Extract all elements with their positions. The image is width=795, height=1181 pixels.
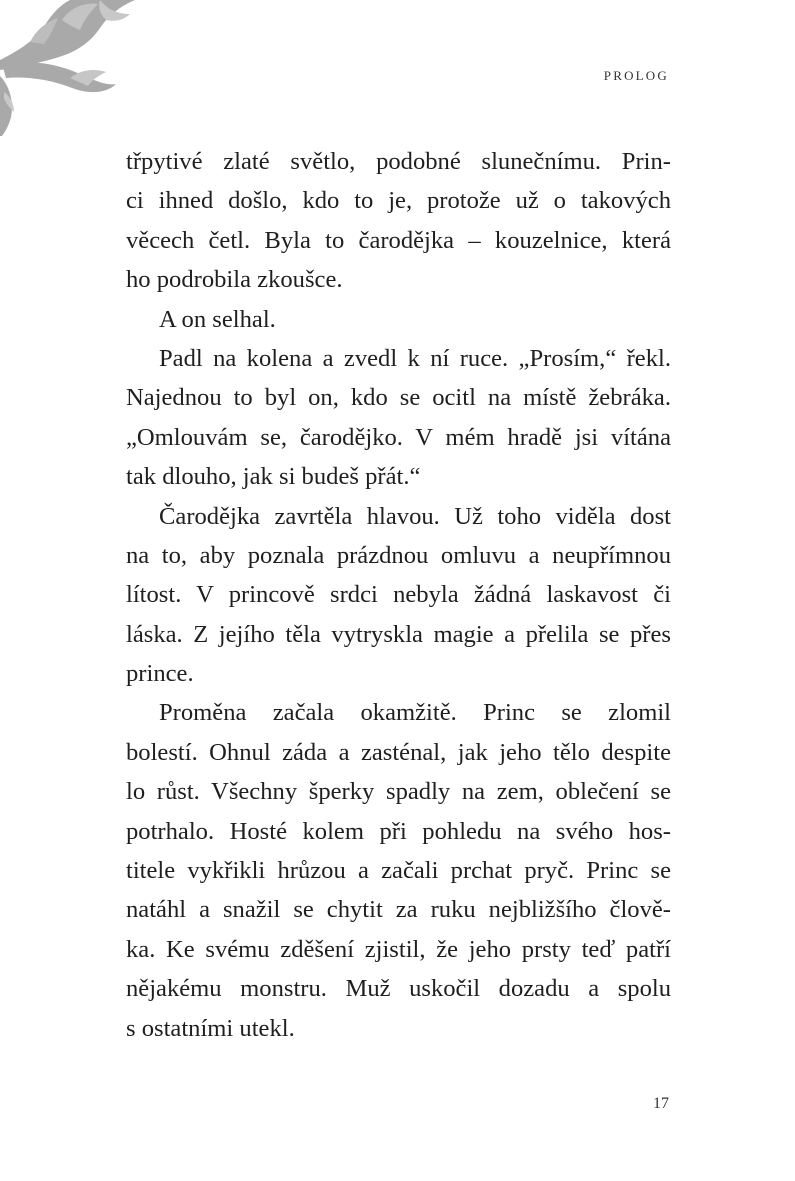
acanthus-leaf-icon	[0, 0, 135, 140]
paragraph	[126, 339, 671, 497]
running-head: PROLOG	[603, 68, 669, 83]
text-line: potrhalo. Hosté kolem při pohledu na svého hos-	[126, 817, 671, 845]
body-text	[126, 142, 671, 1048]
text-line: věcech četl. Byla to čarodějka – kouzelnice, která	[126, 226, 671, 254]
text-line: ci ihned došlo, kdo to je, protože už o takových	[126, 187, 671, 215]
page-number: 17	[653, 1095, 669, 1112]
text-line: ka. Ke svému zděšení zjistil, že jeho prsty teď patří	[126, 935, 671, 963]
text-line: na to, aby poznala prázdnou omluvu a neupřímnou	[126, 541, 671, 569]
text-line: Padl na kolena a zvedl k ní ruce. „Prosím,“ řekl.	[159, 344, 671, 372]
paragraph	[126, 693, 671, 1048]
text-line: lítost. V princově srdci nebyla žádná laskavost či	[126, 581, 671, 609]
paragraph	[126, 497, 671, 694]
paragraph	[126, 300, 671, 339]
text-line: Najednou to byl on, kdo se ocitl na místě žebráka.	[126, 384, 671, 412]
text-line: ho podrobila zkoušce.	[126, 266, 343, 294]
text-line: s ostatními utekl.	[126, 1014, 295, 1042]
text-line: titele vykřikli hrůzou a začali prchat pryč. Princ se	[126, 857, 671, 885]
text-line: láska. Z jejího těla vytryskla magie a přelila se přes	[126, 620, 671, 648]
text-line: Čarodějka zavrtěla hlavou. Už toho viděla dost	[159, 502, 671, 530]
text-line: natáhl a snažil se chytit za ruku nejbližšího člově-	[126, 896, 671, 924]
text-line: Proměna začala okamžitě. Princ se zlomil	[159, 699, 671, 727]
paragraph	[126, 142, 671, 300]
text-line: bolestí. Ohnul záda a zasténal, jak jeho tělo despite	[126, 738, 671, 766]
text-line: prince.	[126, 660, 194, 688]
text-line: nějakému monstru. Muž uskočil dozadu a spolu	[126, 975, 671, 1003]
text-line: lo růst. Všechny šperky spadly na zem, oblečení se	[126, 778, 671, 806]
text-line: A on selhal.	[159, 305, 276, 333]
text-line: třpytivé zlaté světlo, podobné slunečnímu. Prin-	[126, 148, 671, 175]
text-line: „Omlouvám se, čarodějko. V mém hradě jsi vítána	[126, 423, 671, 451]
text-line: tak dlouho, jak si budeš přát.“	[126, 463, 421, 491]
